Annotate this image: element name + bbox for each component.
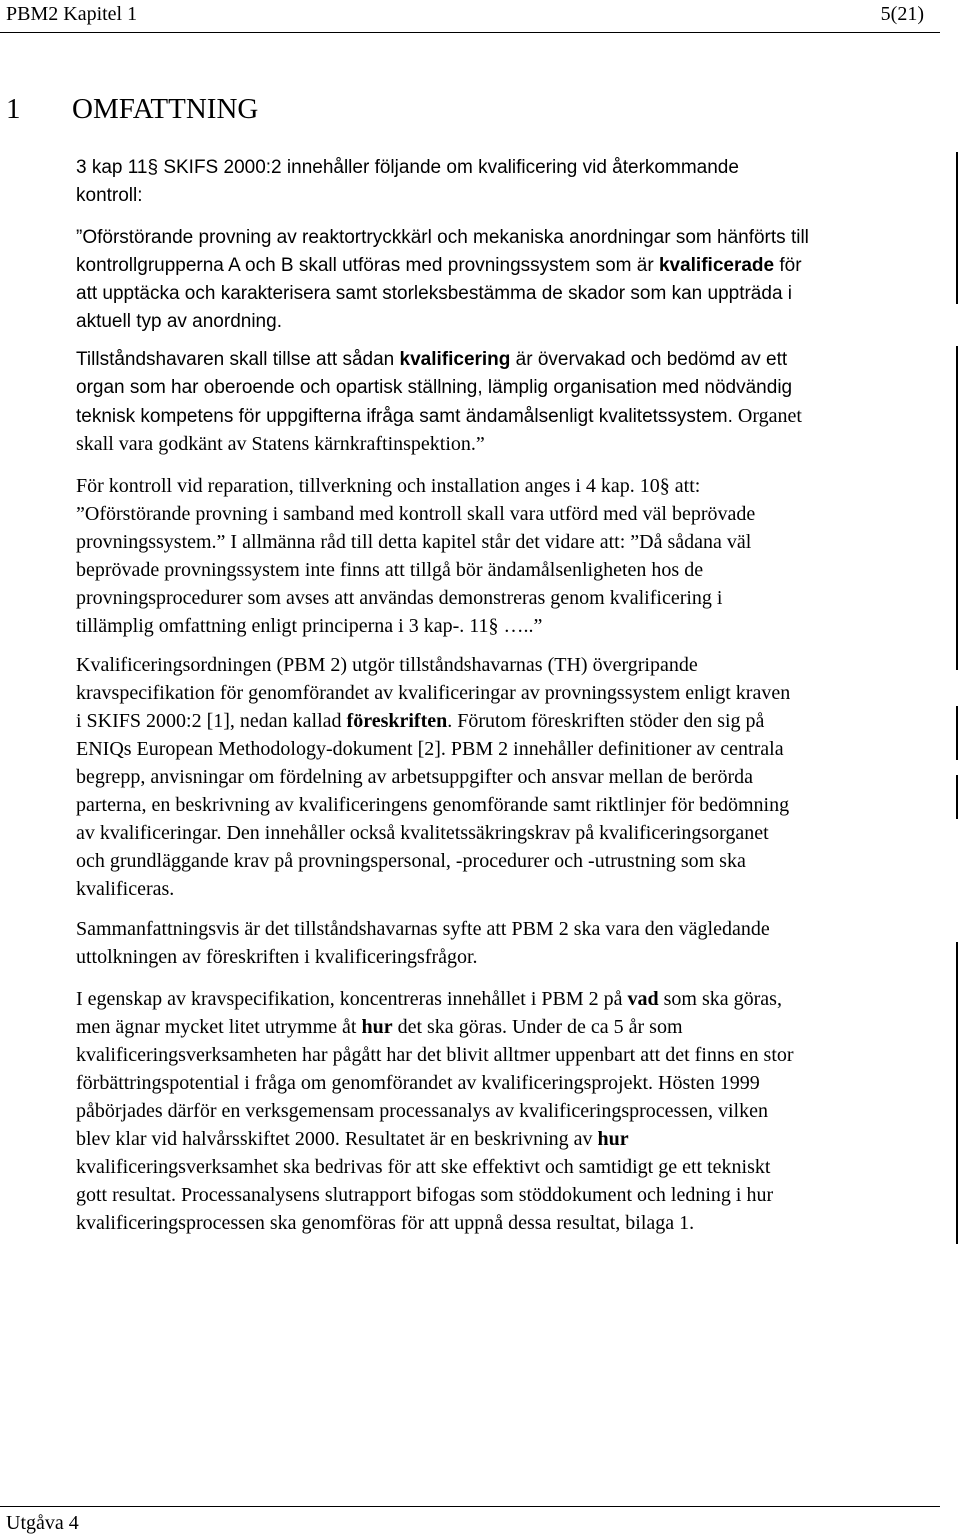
paragraph-line: blev klar vid halvårsskiftet 2000. Resultatet är en beskrivning av hur <box>76 1128 629 1150</box>
paragraph-line: av kvalificeringar. Den innehåller också kvalitetssäkringskrav på kvalificeringsorganet <box>76 822 769 844</box>
bold-term: hur <box>361 1016 393 1038</box>
revision-bar <box>956 775 958 819</box>
paragraph-line: men ägnar mycket litet utrymme åt hur det ska göras. Under de ca 5 år som <box>76 1016 683 1038</box>
line-text: Organet <box>732 405 802 427</box>
paragraph-line: uttolkningen av föreskriften i kvalificeringsfrågor. <box>76 946 478 968</box>
paragraph-line: För kontroll vid reparation, tillverkning och installation anges i 4 kap. 10§ att: <box>76 475 701 497</box>
paragraph-line: I egenskap av kravspecifikation, koncentreras innehållet i PBM 2 på vad som ska göras, <box>76 988 782 1010</box>
bold-term: kvalificerade <box>658 255 775 276</box>
footer-edition: Utgåva 4 <box>6 1512 79 1534</box>
paragraph-line: ”Oförstörande provning i samband med kontroll skall vara utförd med väl beprövade <box>76 503 756 525</box>
section-number: 1 <box>6 93 21 125</box>
intro-paragraph <box>76 154 739 210</box>
paragraph-line: kontroll: <box>76 185 143 206</box>
quote-paragraph <box>76 224 809 336</box>
bold-term: kvalificering <box>399 349 511 370</box>
paragraph-line: kontrollgrupperna A och B skall utföras med provningssystem som är kvalificerade för <box>76 255 802 276</box>
paragraph-line: beprövade provningssystem inte finns att tillgå bör ändamålsenligheten hos de <box>76 559 704 581</box>
paragraph-line <box>76 402 802 430</box>
paragraph-line: Sammanfattningsvis är det tillståndshavarnas syfte att PBM 2 ska vara den vägledande <box>76 918 770 940</box>
paragraph-line: kvalificeras. <box>76 878 175 900</box>
header-rule <box>0 32 940 33</box>
paragraph-line: att upptäcka och karakterisera samt storleksbestämma de skador som kan uppträda i <box>76 283 793 304</box>
specification-paragraph <box>76 985 794 1237</box>
paragraph-line: och grundläggande krav på provningspersonal, -procedurer och -utrustning som ska <box>76 850 746 872</box>
paragraph-line: kvalificeringsverksamheten har pågått har det blivit alltmer uppenbart att det finns en stor <box>76 1044 794 1066</box>
paragraph-line: Tillståndshavaren skall tillse att sådan kvalificering är övervakad och bedömd av ett <box>76 349 788 370</box>
line-text: teknisk kompetens för uppgifterna ifråga samt ändamålsenligt kvalitetssystem. <box>76 406 733 427</box>
summary-paragraph <box>76 915 770 971</box>
paragraph-line: 3 kap 11§ SKIFS 2000:2 innehåller följande om kvalificering vid återkommande <box>76 157 739 178</box>
paragraph-line: begrepp, anvisningar om fördelning av arbetsuppgifter och ansvar mellan de berörda <box>76 766 753 788</box>
revision-bar <box>956 346 958 670</box>
revision-bar <box>956 942 958 1244</box>
paragraph-line: organ som har oberoende och opartisk ställning, lämplig organisation med nödvändig <box>76 377 793 398</box>
paragraph-line: aktuell typ av anordning. <box>76 311 282 332</box>
paragraph-line: parterna, en beskrivning av kvalificeringens genomförande samt riktlinjer för bedömning <box>76 794 790 816</box>
header-page-number: 5(21) <box>880 3 924 25</box>
paragraph-line: provningsprocedurer som avses att användas demonstreras genom kvalificering i <box>76 587 723 609</box>
revision-bar <box>956 152 958 304</box>
header-chapter: PBM2 Kapitel 1 <box>6 3 138 25</box>
paragraph-line: provningssystem.” I allmänna råd till detta kapitel står det vidare att: ”Då sådana väl <box>76 531 752 553</box>
section-title: OMFATTNING <box>72 93 259 125</box>
qualification-order-paragraph <box>76 651 790 903</box>
paragraph-line: ENIQs European Methodology-dokument [2]. PBM 2 innehåller definitioner av centrala <box>76 738 784 760</box>
paragraph-line: gott resultat. Processanalysens slutrapport bifogas som stöddokument och ledning i hur <box>76 1184 774 1206</box>
paragraph-line: tillämplig omfattning enligt principerna i 3 kap-. 11§ …..” <box>76 615 543 637</box>
repair-control-paragraph <box>76 472 755 640</box>
paragraph-line: i SKIFS 2000:2 [1], nedan kallad föreskriften. Förutom föreskriften stöder den sig på <box>76 710 765 732</box>
paragraph-line: kravspecifikation för genomförandet av kvalificeringar av provningssystem enligt kraven <box>76 682 791 704</box>
paragraph-line: påbörjades därför en verksgemensam processanalys av kvalificeringsprocessen, vilken <box>76 1100 768 1122</box>
paragraph-line: skall vara godkänt av Statens kärnkraftinspektion.” <box>76 433 485 455</box>
bold-term: vad <box>627 988 659 1010</box>
bold-term: föreskriften <box>346 710 448 732</box>
paragraph-line: förbättringspotential i fråga om genomförandet av kvalificeringsprojekt. Hösten 1999 <box>76 1072 760 1094</box>
paragraph-line: kvalificeringsprocessen ska genomföras för att uppnå dessa resultat, bilaga 1. <box>76 1212 695 1234</box>
footer-rule <box>0 1506 940 1507</box>
section-heading <box>6 93 258 126</box>
paragraph-line: kvalificeringsverksamhet ska bedrivas för att ske effektivt och samtidigt ge ett tekniskt <box>76 1156 771 1178</box>
paragraph-line: ”Oförstörande provning av reaktortryckkärl och mekaniska anordningar som hänförts till <box>76 227 809 248</box>
revision-bar <box>956 706 958 760</box>
quote-continuation-paragraph <box>76 346 802 458</box>
paragraph-line: Kvalificeringsordningen (PBM 2) utgör tillståndshavarnas (TH) övergripande <box>76 654 698 676</box>
bold-term: hur <box>597 1128 629 1150</box>
